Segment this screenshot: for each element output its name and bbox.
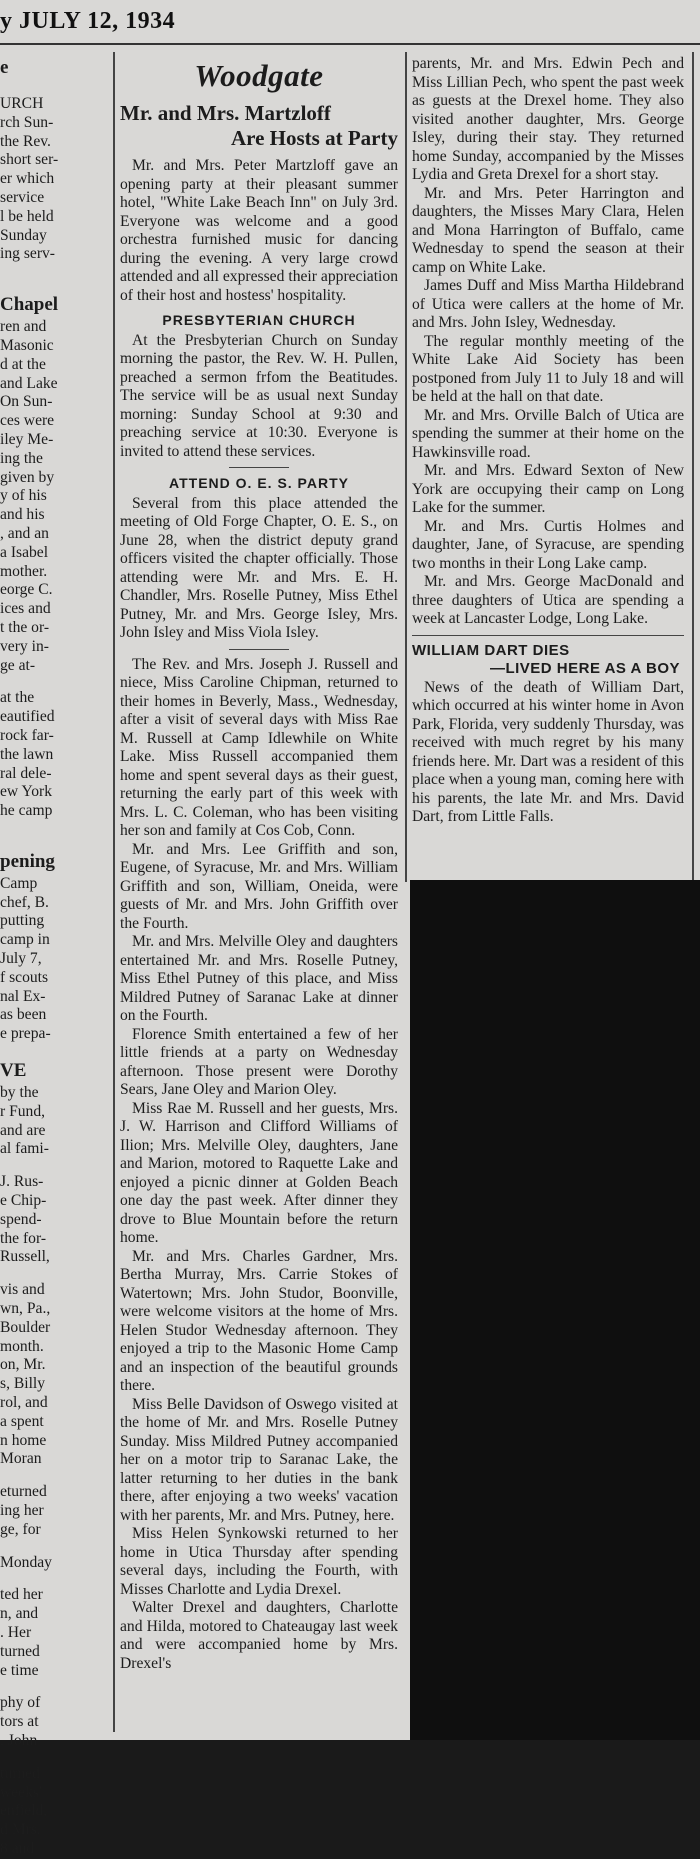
text-fragment: wn, Pa.,	[0, 1300, 51, 1318]
woodgate-column	[120, 55, 398, 1673]
text-fragment: , and an	[0, 524, 49, 542]
text-fragment: mother.	[0, 562, 48, 580]
text-fragment: ge, for	[0, 1520, 41, 1538]
article-paragraph: News of the death of William Dart, which occurred at his winter home in Avon Park, Florida, very suddenly Thursday, was received with much regret by his many friends here. Mr. Dart was a resident of this place when a young man, coming here with his parents, the late Mr. and Mrs. David Dart, from Little Falls.	[412, 678, 684, 825]
text-fragment: the for-	[0, 1229, 47, 1247]
text-fragment: eorge C.	[0, 581, 53, 599]
divider	[229, 649, 289, 650]
text-fragment: ew York	[0, 783, 52, 801]
spacer	[0, 1751, 105, 1765]
text-fragment: month.	[0, 1337, 44, 1355]
date-line: y JULY 12, 1934	[0, 8, 176, 34]
divider	[229, 467, 289, 468]
text-fragment: eautified	[0, 708, 55, 726]
text-fragment: rch Sun-	[0, 113, 54, 131]
text-fragment: . Her	[0, 1623, 32, 1641]
article-paragraph: Mr. and Mrs. Lee Griffith and son, Eugene, of Syracuse, Mr. and Mrs. William Griffith and son, William, Oneida, were guests of Mr. and Mrs. John Griffith over the Fourth.	[120, 840, 398, 932]
spacer	[0, 278, 105, 292]
spacer	[0, 1044, 105, 1058]
divider	[412, 635, 684, 636]
text-fragment: as been	[0, 1006, 47, 1024]
headline-line: Mr. and Mrs. Martzloff	[120, 101, 331, 125]
dart-headline	[412, 642, 684, 679]
text-fragment: ces were	[0, 412, 55, 430]
article-paragraph: Mr. and Mrs. Edward Sexton of New York are occupying their camp on Long Lake for the summer.	[412, 462, 684, 516]
top-rule	[0, 43, 700, 45]
left-column-fragment	[0, 55, 105, 1857]
text-fragment: ge at-	[0, 656, 36, 674]
text-fragment: service	[0, 188, 45, 206]
text-fragment: iley Me-	[0, 430, 54, 448]
text-fragment: 8 and	[0, 1839, 35, 1857]
column-rule	[405, 52, 407, 882]
text-fragment: given by	[0, 468, 55, 486]
text-fragment: nal Ex-	[0, 987, 46, 1005]
article-paragraph: Mr. and Mrs. Curtis Holmes and daughter, Jane, of Syracuse, are spending two months in their Long Lake camp.	[412, 517, 684, 572]
spacer	[0, 675, 105, 689]
text-fragment: f scouts	[0, 968, 49, 986]
text-fragment: and Lake	[0, 374, 58, 392]
article-paragraph: Mr. and Mrs. George MacDonald and three daughters of Utica are spending a week at Lancaster Lodge, Long Lake.	[412, 573, 684, 627]
text-fragment: Masonic	[0, 336, 54, 354]
fragment-heading: VE	[0, 1060, 27, 1082]
text-fragment: l be held	[0, 207, 54, 225]
text-fragment: on, Mr.	[0, 1356, 46, 1374]
text-fragment: rol, and	[0, 1394, 48, 1412]
article-paragraph: Mr. and Mrs. Orville Balch of Utica are spending the summer at their home on the Hawkinsville road.	[412, 406, 684, 461]
text-fragment: by the	[0, 1084, 39, 1102]
fragment-heading: pening	[0, 850, 55, 872]
article-paragraph: At the Presbyterian Church on Sunday morning the pastor, the Rev. W. H. Pullen, preached a sermon frfom the Beatitudes. The service will be as usual next Sunday morning: Sunday School at 9:30 and preaching service at 10:30. Everyone is invited to attend these services.	[120, 331, 398, 460]
spacer	[0, 821, 105, 835]
text-fragment: t the or-	[0, 618, 50, 636]
text-fragment: eturned	[0, 1483, 47, 1501]
text-fragment: y of his	[0, 487, 47, 505]
spacer	[0, 1159, 105, 1173]
article-paragraph: James Duff and Miss Martha Hildebrand of Utica were callers at the home of Mr. and Mrs. John Isley, Wednesday.	[412, 277, 684, 331]
text-fragment: rock far-	[0, 726, 54, 744]
martzloff-headline	[120, 101, 398, 151]
spacer	[0, 264, 105, 278]
text-fragment: ral dele-	[0, 764, 52, 782]
text-fragment: enfield,	[0, 1802, 48, 1820]
article-paragraph: Walter Drexel and daughters, Charlotte and Hilda, motored to Chateaugay last week and were accompanied home by Mrs. Drexel's	[120, 1599, 398, 1672]
column-rule	[692, 52, 694, 882]
spacer	[0, 1267, 105, 1281]
article-paragraph: Mr. and Mrs. Peter Martzloff gave an opening party at their pleasant summer hotel, "White Lake Beach Inn" on July 3rd. Everyone was welcome and a good orchestra furnished music for dancing during the evening. A very large crowd attended and all expressed their appreciation of their host and hostess' hospitality.	[120, 157, 398, 304]
text-fragment: phy of	[0, 1694, 41, 1712]
text-fragment: turned	[0, 1764, 40, 1782]
text-fragment: putting	[0, 912, 45, 930]
fragment-heading: e	[0, 57, 9, 78]
text-fragment: J. Rus-	[0, 1173, 44, 1191]
spacer	[0, 1680, 105, 1694]
article-paragraph: Mr. and Mrs. Melville Oley and daughters entertained Mr. and Mrs. Roselle Putney, Miss Ethel Putney of this place, and Miss Mildred Putney of Saranac Lake at dinner on the Fourth.	[120, 933, 398, 1024]
text-fragment: spend-	[0, 1210, 42, 1228]
text-fragment: Moran	[0, 1450, 42, 1468]
text-fragment: e Chip-	[0, 1192, 47, 1210]
fragment-heading: Chapel	[0, 294, 59, 316]
text-fragment: URCH	[0, 95, 44, 112]
article-paragraph: Mr. and Mrs. Peter Harrington and daughters, the Misses Mary Clara, Helen and Mona Harrington of Buffalo, came Wednesday to spend the season at their camp on White Lake.	[412, 184, 684, 276]
text-fragment: the Rev.	[0, 132, 51, 150]
text-fragment: and his	[0, 506, 45, 524]
article-paragraph: Mr. and Mrs. Charles Gardner, Mrs. Bertha Murray, Mrs. Carrie Stokes of Watertown; Mrs. John Studor, Boonville, were welcome visitors at the home of Mrs. Helen Studor Wednesday afternoon. They enjoyed a trip to the Masonic Home Camp and an inspection of the beautiful grounds there.	[120, 1247, 398, 1394]
headline-line: Are Hosts at Party	[231, 126, 398, 150]
text-fragment: tors at	[0, 1713, 39, 1731]
text-fragment: n, and	[0, 1605, 39, 1623]
text-fragment: a Isabel	[0, 543, 49, 561]
text-fragment: r Fund,	[0, 1102, 46, 1120]
spacer	[0, 81, 105, 95]
text-fragment: ing her	[0, 1502, 44, 1519]
text-fragment: e prepa-	[0, 1025, 51, 1043]
text-fragment: Boulder	[0, 1318, 51, 1336]
text-fragment: ren and	[0, 318, 47, 336]
text-fragment: Sunday	[0, 226, 47, 244]
article-paragraph: parents, Mr. and Mrs. Edwin Pech and Miss Lillian Pech, who spent the past week as guests at the Drexel home. They also visited another daughter, Mrs. George Isley, during their stay. They returned home Sunday, accompanied by the Misses Lydia and Greta Drexel for a short stay.	[412, 55, 684, 183]
text-fragment: ices and	[0, 600, 51, 618]
headline-line: —LIVED HERE AS A BOY	[489, 660, 680, 677]
spacer	[0, 835, 105, 849]
text-fragment: er which	[0, 170, 55, 188]
text-fragment: vis and	[0, 1281, 45, 1299]
text-fragment: ing serv-	[0, 245, 55, 263]
text-fragment: he camp	[0, 802, 53, 820]
text-fragment: n home	[0, 1431, 47, 1449]
text-fragment: the lawn	[0, 745, 54, 763]
article-paragraph: The Rev. and Mrs. Joseph J. Russell and niece, Miss Caroline Chipman, returned to their homes in Beverly, Mass., Wednesday, after a visit of several days with Miss Rae M. Russell at Camp Idlewhile on White Lake. Miss Russell accompanied them home and spent several days as their guest, returning the early part of this week with Mrs. L. C. Coleman, who has been visiting her son and family at Cos Cob, Conn.	[120, 655, 398, 839]
text-fragment: turned	[0, 1642, 40, 1660]
text-fragment: weeks'	[0, 1783, 42, 1801]
text-fragment: s, Billy	[0, 1375, 46, 1393]
text-fragment: Camp	[0, 874, 38, 892]
text-fragment: d at the	[0, 355, 46, 373]
text-fragment: al fami-	[0, 1140, 49, 1158]
spacer	[0, 1540, 105, 1554]
article-paragraph: Miss Rae M. Russell and her guests, Mrs. J. W. Harrison and Clifford Williams of Ilion; Mrs. Melville Oley, daughters, Jane and Marion, motored to Raquette Lake and enjoyed a picnic dinner at Golden Beach one day the past week. After dinner they drove to Blue Mountain before the return home.	[120, 1099, 398, 1246]
article-paragraph: The regular monthly meeting of the White Lake Aid Society has been postponed from July 11 to July 18 and will be held at the hall on that date.	[412, 332, 684, 405]
text-fragment: On Sun-	[0, 393, 53, 411]
text-fragment: very in-	[0, 637, 49, 655]
church-subhead: PRESBYTERIAN CHURCH	[162, 312, 356, 328]
text-fragment: e time	[0, 1661, 39, 1679]
article-paragraph: Miss Belle Davidson of Oswego visited at the home of Mr. and Mrs. Roselle Putney Sunday. Miss Mildred Putney accompanied her on a motor trip to Saranac Lake, the latter returning to her duties in the bank there, after enjoying a two weeks' vacation with her parents, Mr. and Mrs. Putney, here.	[120, 1395, 398, 1524]
text-fragment: Russell,	[0, 1248, 50, 1266]
text-fragment: short ser-	[0, 151, 59, 169]
oes-subhead: ATTEND O. E. S. PARTY	[169, 475, 349, 491]
spacer	[0, 1469, 105, 1483]
headline-line: WILLIAM DART DIES	[412, 641, 570, 659]
text-fragment: Monday	[0, 1553, 52, 1571]
text-fragment: chef, B.	[0, 893, 49, 911]
section-title: Woodgate	[194, 58, 324, 93]
article-paragraph: Miss Helen Synkowski returned to her home in Utica Thursday after spending several days, including the Fourth, with Misses Charlotte and Lydia Drexel.	[120, 1525, 398, 1598]
article-paragraph: Several from this place attended the meeting of Old Forge Chapter, O. E. S., on June 28, when the district deputy grand officers visited the chapter officially. Those attending were Mr. and Mrs. E. H. Chandler, Mrs. Roselle Putney, Miss Ethel Putney, Mr. and Mrs. George Isley, Mrs. John Isley and Miss Viola Isley.	[120, 494, 398, 641]
woodgate-column-continued	[412, 55, 684, 827]
text-fragment: July 7,	[0, 950, 42, 968]
text-fragment: . John	[0, 1731, 38, 1749]
text-fragment: d Mrs.	[0, 1821, 41, 1839]
text-fragment: and are	[0, 1121, 46, 1139]
text-fragment: a spent	[0, 1412, 44, 1430]
dark-background-area	[410, 880, 700, 1740]
article-paragraph: Florence Smith entertained a few of her little friends at a party on Wednesday afternoon. Those present were Dorothy Sears, Jane Oley and Marion Oley.	[120, 1025, 398, 1098]
text-fragment: camp in	[0, 931, 50, 949]
text-fragment: ted her	[0, 1586, 43, 1604]
column-rule	[113, 52, 115, 1732]
spacer	[0, 1572, 105, 1586]
text-fragment: at the	[0, 689, 35, 707]
text-fragment: ing the	[0, 449, 43, 467]
